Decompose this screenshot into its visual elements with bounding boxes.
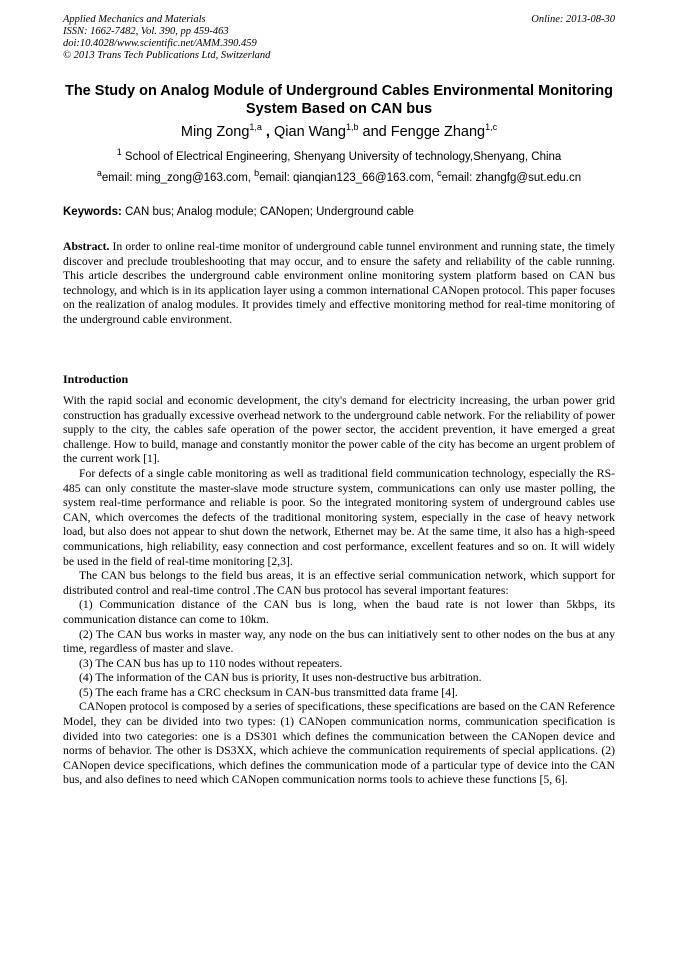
email-mark: c: [437, 168, 442, 179]
email-mark: a: [96, 168, 102, 179]
body-paragraph: (2) The CAN bus works in master way, any node on the bus can initiatively sent to other nodes on the bus at any time, regardless of master and slave.: [63, 627, 615, 656]
keywords-text: CAN bus; Analog module; CANopen; Underground cable: [121, 206, 414, 218]
introduction-body: [63, 394, 615, 788]
body-paragraph: (3) The CAN bus has up to 110 nodes without repeaters.: [79, 656, 343, 670]
body-paragraph: (1) Communication distance of the CAN bus is long, when the baud rate is not lower than 5kbps, its communication distance can come to 10km.: [63, 598, 615, 626]
affiliation: [63, 147, 615, 164]
abstract: [63, 240, 615, 328]
page-header: [63, 14, 615, 62]
keywords: [63, 205, 615, 219]
affiliation-mark: 1: [116, 147, 122, 158]
author-name: Ming Zong: [180, 124, 250, 140]
body-paragraph: CANopen protocol is composed by a series of specifications, these specifications are based on the CAN Reference Model, they can be divided into two types: (1) CANopen communication norms, communication specification is divided into two categories: one is a DS301 which defines the communication between the CANopen device and norms of behavior. The other is DS3XX, which achieve the communication requirements of special applications. (2) CANopen device specifications, which defines the communication mode of a particular type of device into the CAN bus, and also defines to need which CANopen communication norms tools to achieve these functions [5, 6].: [63, 700, 615, 787]
abstract-text: In order to online real-time monitor of underground cable tunnel environment and running state, the timely discover and preclude troubleshooting that may occur, and to ensure the safety and reliability of the cable running. This article describes the underground cable environment online monitoring system platform based on CAN bus technology, and which is in its application layer using a common international CANopen protocol. This paper focuses on the realization of analog modules. It provides timely and effective monitoring method for real-time monitoring of the underground cable environment.: [63, 240, 615, 326]
body-paragraph: With the rapid social and economic development, the city's demand for electricity increasing, the urban power grid construction has gradually excessive overhead network to the underground cable network. For the reliability of power supply to the city, the cables safe operation of the power sector, the accident prevention, it have emerged a great challenge. How to build, manage and constantly monitor the power cable of the city has become an urgent problem of the current work [1].: [63, 394, 615, 466]
email-list: [63, 168, 615, 185]
affiliation-text: School of Electrical Engineering, Shenyang University of technology,Shenyang, China: [121, 151, 562, 163]
email-mark: b: [254, 168, 260, 179]
online-date: Online: 2013-08-30: [531, 14, 615, 25]
body-paragraph: The CAN bus belongs to the field bus areas, it is an effective serial communication network, which support for distributed control and real-time control .The CAN bus protocol has several important features:: [63, 569, 615, 597]
keywords-label: Keywords:: [63, 206, 122, 218]
abstract-label: Abstract.: [63, 240, 110, 253]
author-list: [63, 123, 615, 141]
email-text: email: ming_zong@163.com,: [101, 172, 255, 184]
paper-title: The Study on Analog Module of Underground Cables Environmental Monitoring System Based on CAN bus: [64, 83, 614, 117]
author-affiliation-mark: 1,a: [249, 122, 262, 133]
author-name: Fengge Zhang: [390, 124, 486, 140]
body-paragraph: (5) The each frame has a CRC checksum in CAN-bus transmitted data frame [4].: [79, 685, 458, 699]
author-name: Qian Wang: [274, 124, 346, 140]
doi-line: doi:10.4028/www.scientific.net/AMM.390.459: [63, 38, 257, 49]
journal-name: Applied Mechanics and Materials: [63, 14, 206, 25]
issn-line: ISSN: 1662-7482, Vol. 390, pp 459-463: [63, 26, 229, 37]
body-paragraph: For defects of a single cable monitoring as well as traditional field communication technology, especially the RS-485 can only constitute the master-slave mode structure system, communications can only use master polling, the system real-time performance and reliable is poor. So the integrated monitoring system of underground cables use CAN, which overcomes the defects of the traditional monitoring system, especially in the case of heavy network load, but also does not appear to shut down the network, Ethernet may be. At the same time, it also has a high-speed communications, high reliability, easy connection and cost performance, excellent features and so on. It will widely be used in the field of real-time monitoring [2,3].: [63, 466, 615, 568]
author-affiliation-mark: 1,c: [485, 122, 498, 133]
author-separator: ,: [261, 124, 274, 140]
email-text: email: qianqian123_66@163.com,: [259, 172, 438, 184]
section-heading: Introduction: [63, 372, 129, 386]
author-affiliation-mark: 1,b: [346, 122, 359, 133]
copyright-line: © 2013 Trans Tech Publications Ltd, Switzerland: [63, 50, 271, 61]
author-separator: and: [358, 124, 391, 140]
body-paragraph: (4) The information of the CAN bus is priority, It uses non-destructive bus arbitration.: [79, 671, 482, 685]
email-text: email: zhangfg@sut.edu.cn: [441, 172, 582, 184]
